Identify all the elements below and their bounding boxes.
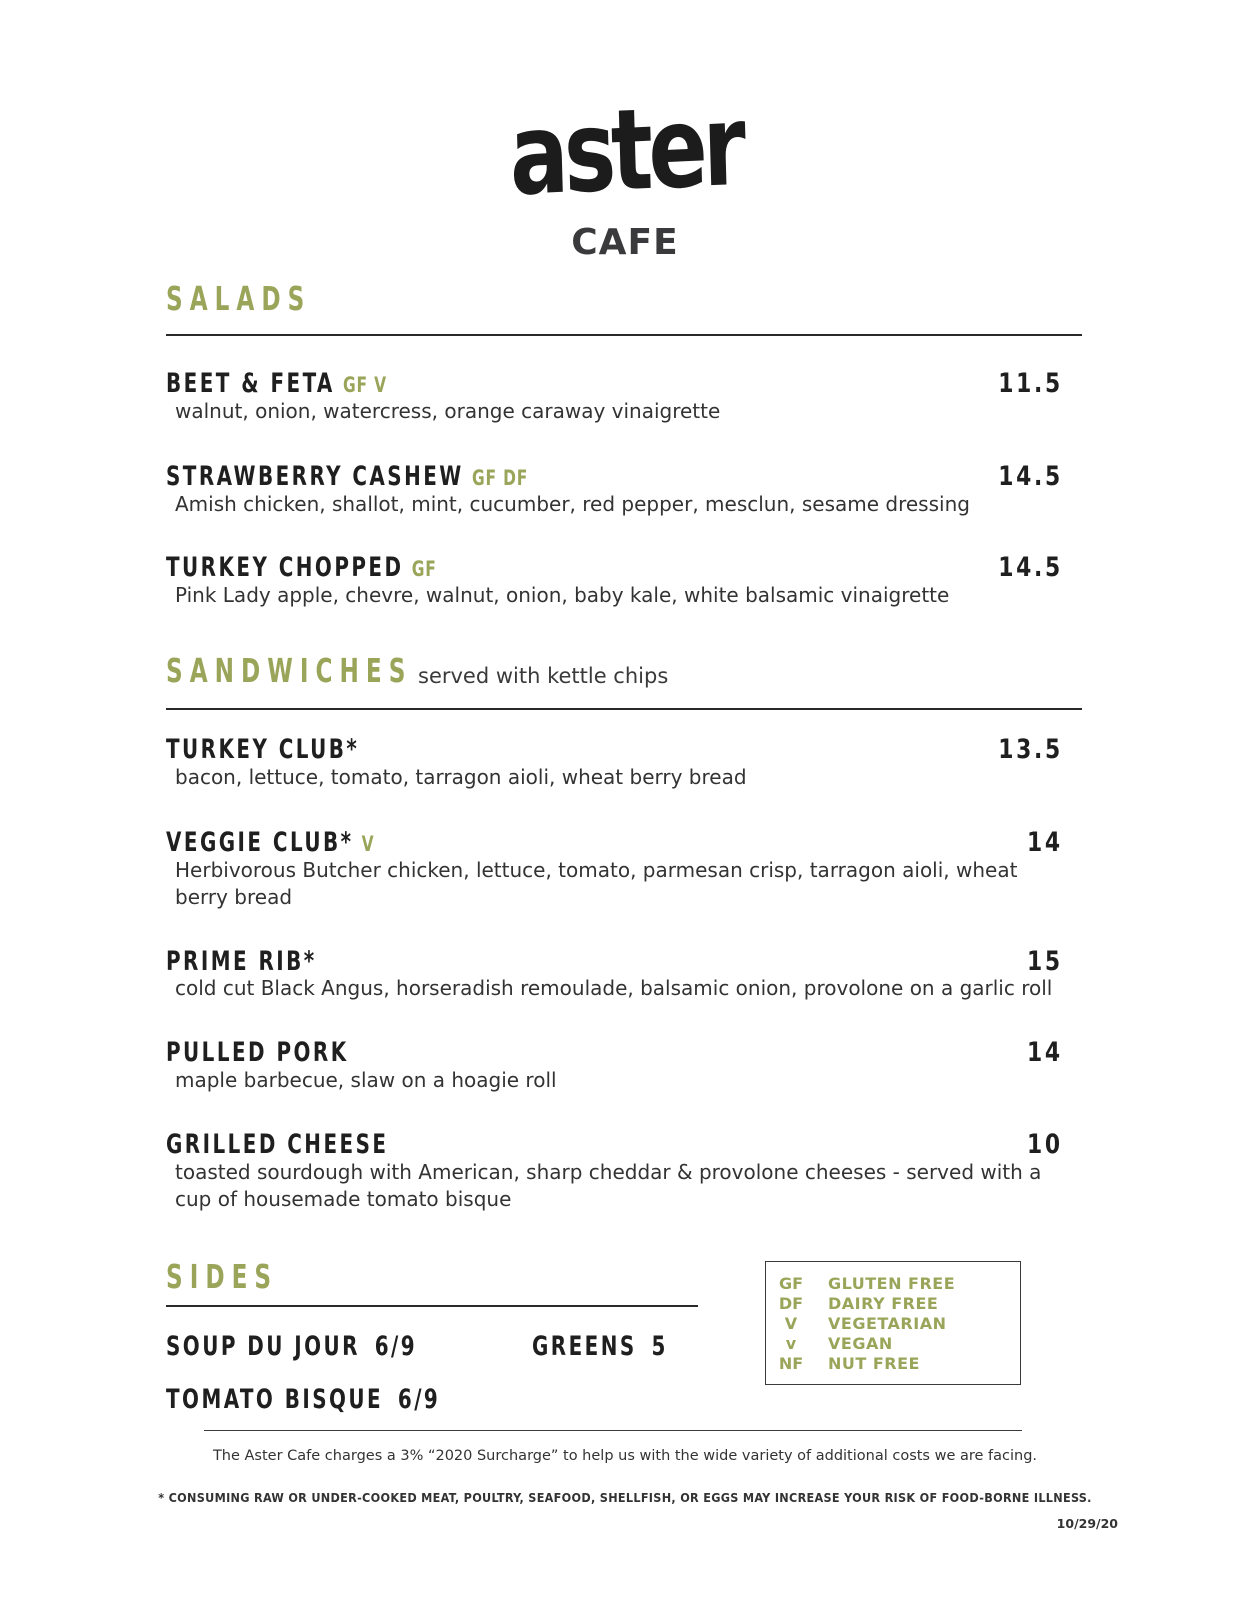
menu-item-price: 14.5	[998, 461, 1063, 492]
menu-item-price: 14	[1027, 827, 1063, 858]
menu-item-name: BEET & FETA GF V	[166, 368, 387, 399]
legend-label: VEGAN	[828, 1334, 893, 1353]
diet-tags: GF	[411, 557, 437, 581]
menu-item-price: 13.5	[998, 734, 1063, 765]
legend-row	[766, 1294, 1022, 1314]
menu-item-name: VEGGIE CLUB* V	[166, 827, 375, 858]
menu-item-name: TURKEY CLUB*	[166, 734, 360, 765]
menu-item-description: maple barbecue, slaw on a hoagie roll	[175, 1068, 557, 1092]
menu-item-description: Herbivorous Butcher chicken, lettuce, tomato, parmesan crisp, tarragon aioli, wheat berry bread	[175, 858, 1018, 909]
menu-item-name: PRIME RIB*	[166, 946, 317, 977]
side-item-price: 5	[651, 1331, 668, 1362]
logo-wordmark: aster	[507, 80, 743, 222]
diet-tags: GF V	[342, 373, 387, 397]
menu-item-description: cold cut Black Angus, horseradish remoulade, balsamic onion, provolone on a garlic roll	[175, 976, 1053, 1000]
sides-divider	[166, 1305, 698, 1307]
menu-item-price: 14	[1027, 1037, 1063, 1068]
menu-item-description: walnut, onion, watercress, orange caraway vinaigrette	[175, 399, 721, 423]
salads-divider	[166, 334, 1082, 336]
salads-heading: SALADS	[166, 279, 312, 318]
diet-tags: V	[361, 832, 375, 856]
side-item: SOUP DU JOUR 6/9	[166, 1331, 418, 1362]
surcharge-note: The Aster Cafe charges a 3% “2020 Surcharge” to help us with the wide variety of additional costs we are facing.	[212, 1448, 1038, 1464]
logo	[0, 80, 1250, 222]
legend-code: DF	[778, 1294, 804, 1313]
diet-tags: GF DF	[471, 466, 529, 490]
legend-row	[766, 1274, 1022, 1294]
menu-item-price: 14.5	[998, 552, 1063, 583]
menu-date: 10/29/20	[1056, 1516, 1118, 1531]
legend-row	[766, 1354, 1022, 1374]
sandwiches-heading: SANDWICHES	[166, 651, 413, 690]
legend-label: GLUTEN FREE	[828, 1274, 956, 1293]
legend-code: NF	[778, 1354, 804, 1373]
legend-row	[766, 1334, 1022, 1354]
legend-code: v	[785, 1334, 797, 1353]
menu-item-price: 15	[1027, 946, 1063, 977]
side-item: GREENS 5	[532, 1331, 668, 1362]
sides-heading: SIDES	[166, 1257, 279, 1296]
sandwiches-divider	[166, 708, 1082, 710]
food-safety-warning: * CONSUMING RAW OR UNDER-COOKED MEAT, POULTRY, SEAFOOD, SHELLFISH, OR EGGS MAY INCREASE YOUR RISK OF FOOD-BORNE ILLNESS.	[158, 1490, 1092, 1505]
sandwiches-note: served with kettle chips	[418, 664, 669, 688]
dietary-legend	[765, 1261, 1021, 1385]
menu-item-price: 10	[1027, 1129, 1063, 1160]
menu-item-price: 11.5	[998, 368, 1063, 399]
logo-subtitle: CAFE	[571, 222, 679, 263]
menu-item-description: Amish chicken, shallot, mint, cucumber, red pepper, mesclun, sesame dressing	[175, 492, 970, 516]
footer-divider	[204, 1430, 1022, 1431]
menu-item-description: bacon, lettuce, tomato, tarragon aioli, wheat berry bread	[175, 765, 747, 789]
menu-item-name: STRAWBERRY CASHEW GF DF	[166, 461, 529, 492]
legend-label: DAIRY FREE	[828, 1294, 939, 1313]
side-item-price: 6/9	[374, 1331, 418, 1362]
menu-item-name: GRILLED CHEESE	[166, 1129, 389, 1160]
legend-row	[766, 1314, 1022, 1334]
menu-item-description: toasted sourdough with American, sharp cheddar & provolone cheeses - served with a cup of housemade tomato bisque	[175, 1160, 1042, 1211]
legend-code: GF	[778, 1274, 804, 1293]
menu-item-description: Pink Lady apple, chevre, walnut, onion, baby kale, white balsamic vinaigrette	[175, 583, 950, 607]
menu-item-name: TURKEY CHOPPED GF	[166, 552, 437, 583]
legend-label: VEGETARIAN	[828, 1314, 947, 1333]
legend-code: V	[784, 1314, 798, 1333]
side-item: TOMATO BISQUE 6/9	[166, 1384, 441, 1415]
side-item-price: 6/9	[397, 1384, 441, 1415]
legend-label: NUT FREE	[828, 1354, 920, 1373]
menu-item-name: PULLED PORK	[166, 1037, 349, 1068]
